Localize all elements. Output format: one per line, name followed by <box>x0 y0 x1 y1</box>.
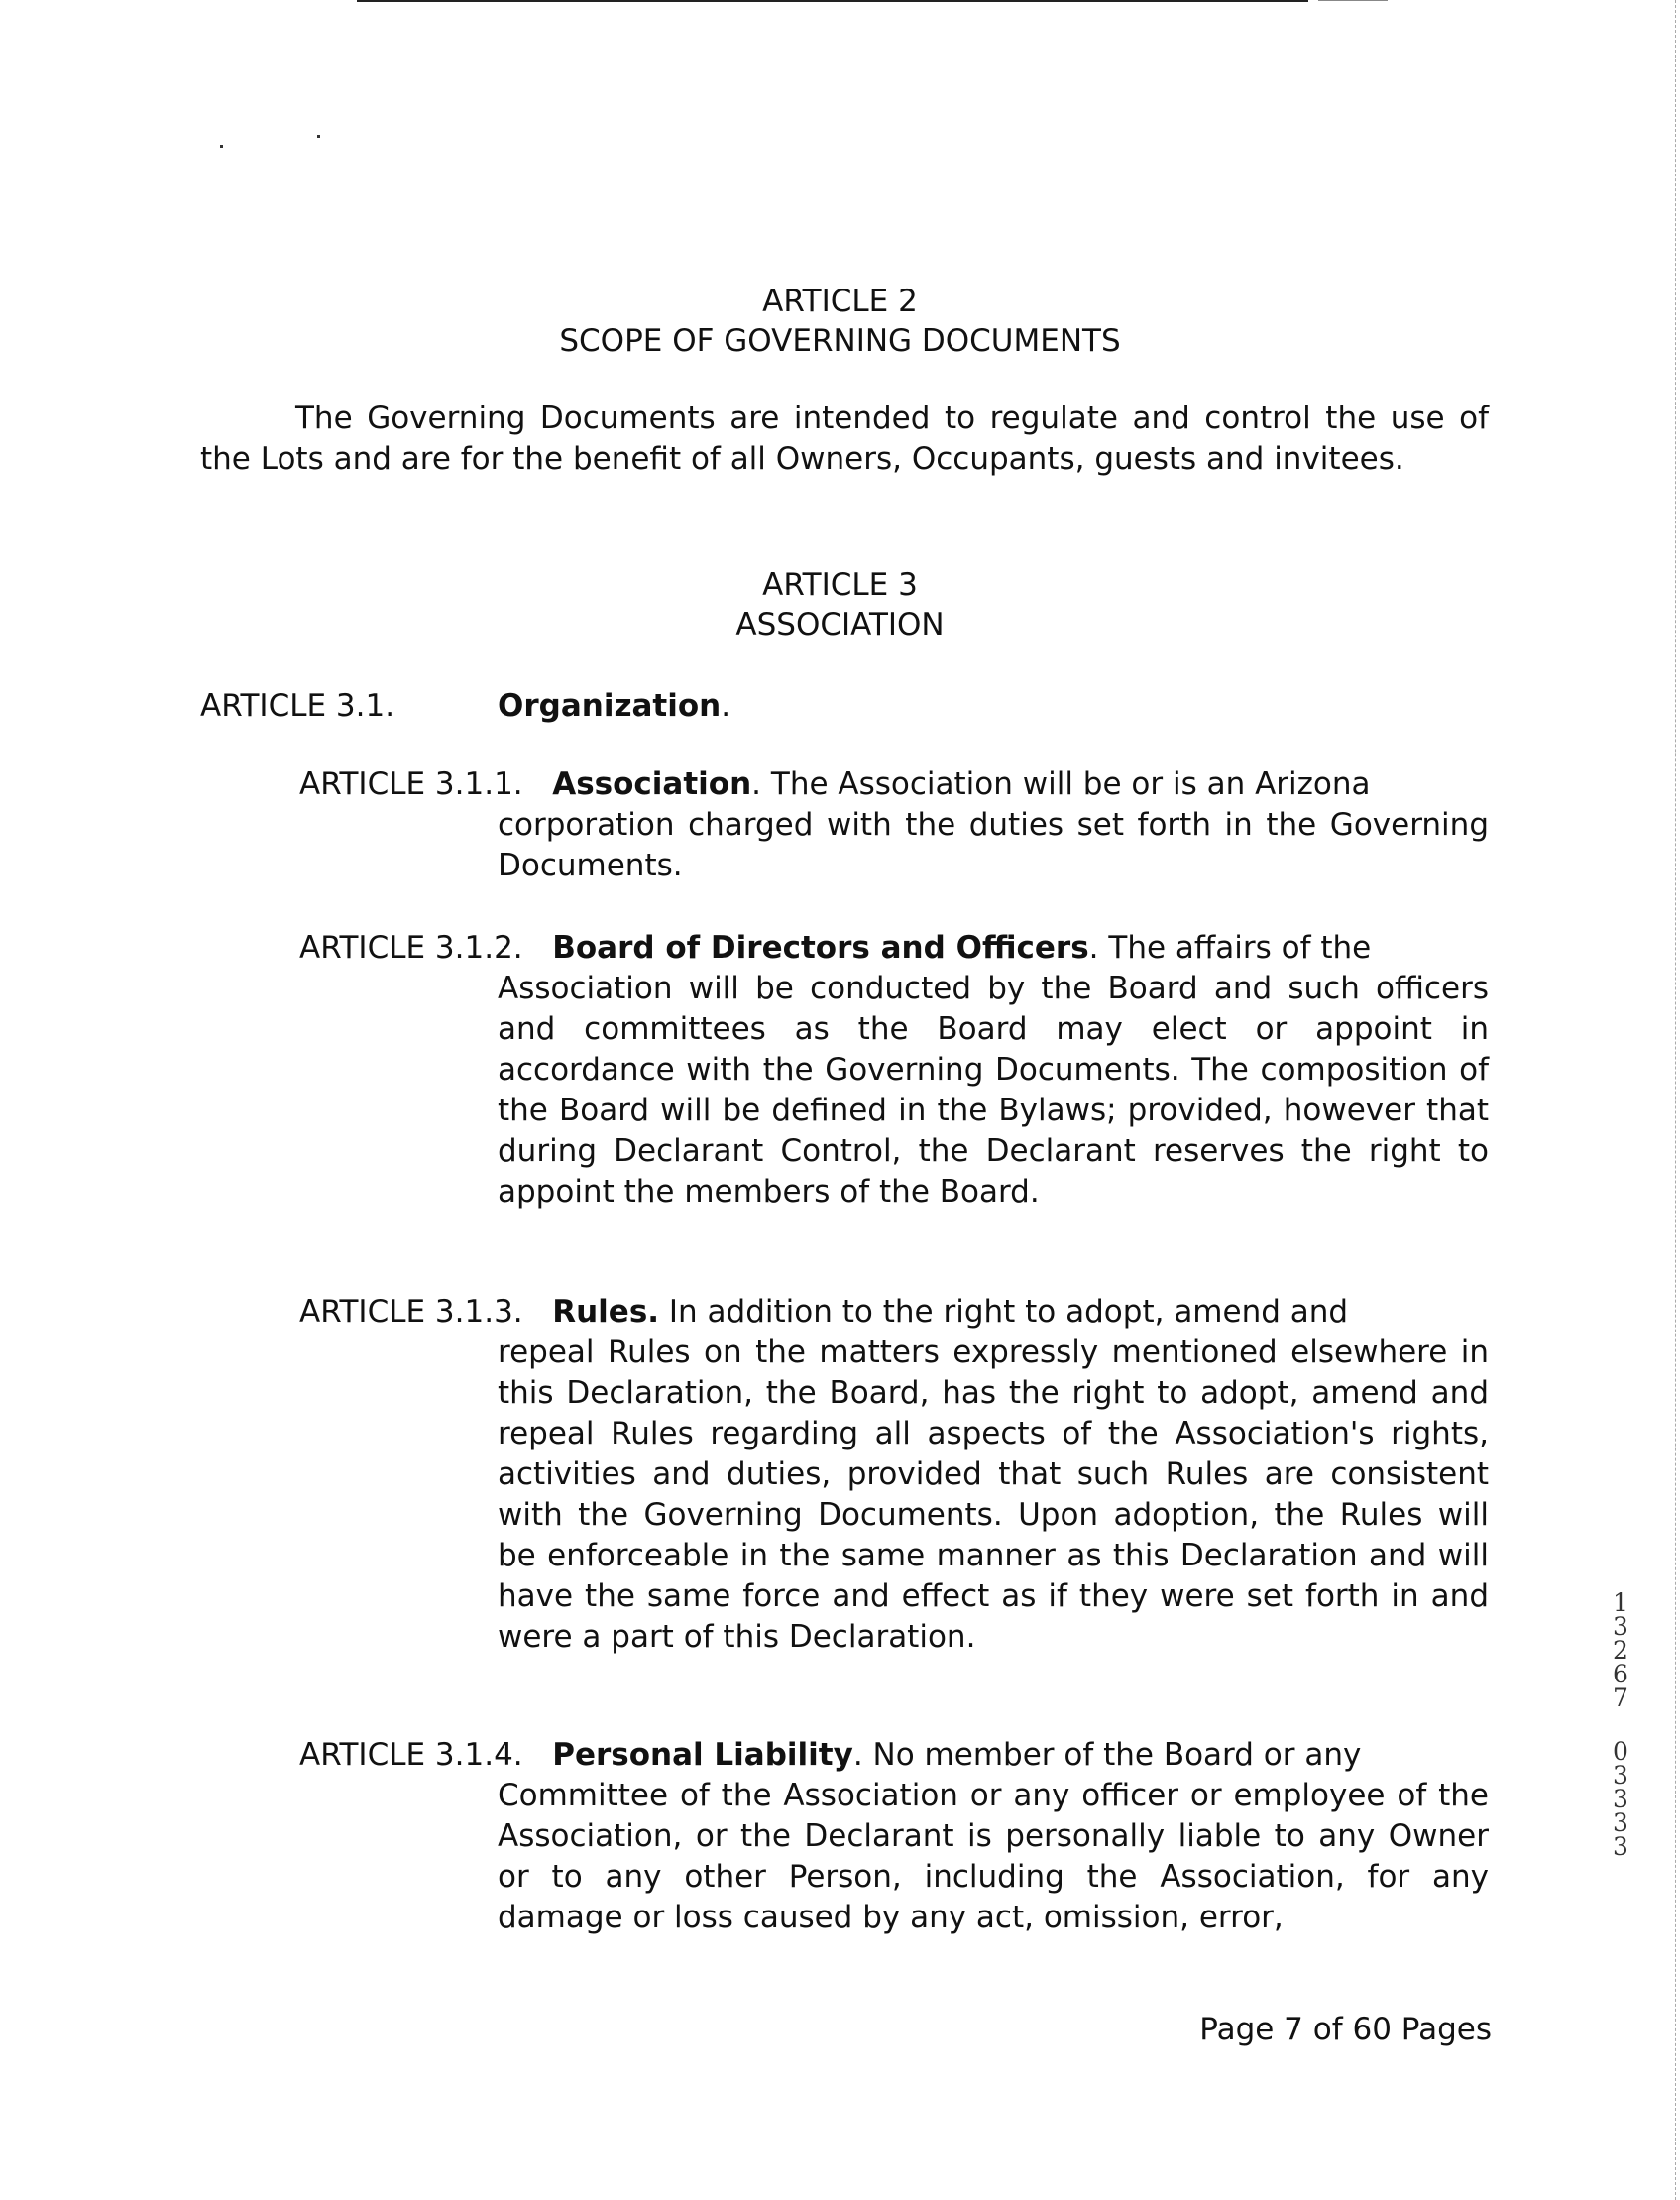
article-3-title: ASSOCIATION <box>735 607 945 642</box>
section-3-1-title: Organization <box>498 688 722 724</box>
article-2-body: The Governing Documents are intended to regulate and control the use of the Lots and are for the benefit of all Owners, Occupants, guests and invitees. <box>200 401 1489 477</box>
scan-speck <box>220 145 223 148</box>
page-number: Page 7 of 60 Pages <box>1199 2012 1492 2047</box>
stamp-digit: 3 <box>1613 1808 1628 1837</box>
stamp-digit: 3 <box>1613 1785 1628 1813</box>
article-3-1-4-line-1 <box>299 1735 1361 1776</box>
stamp-digit: 3 <box>1613 1612 1628 1641</box>
section-3-1-heading <box>498 686 730 727</box>
article-3-1-2-label: ARTICLE 3.1.2. <box>299 930 523 966</box>
stamp-digit: 7 <box>1613 1683 1628 1712</box>
stamp-digit: 6 <box>1613 1660 1628 1688</box>
article-3-1-1-line-1 <box>299 764 1371 805</box>
article-3-1-1-body: corporation charged with the duties set forth in the Governing Documents. <box>498 807 1489 883</box>
article-3-1-3-title: Rules. <box>552 1294 660 1330</box>
article-3-1-4-body: Committee of the Association or any officer or employee of the Association, or the Declarant is personally liable to any Owner or to any other Person, including the Association, for any damage or loss caused by any act, omission, error, <box>498 1778 1489 1935</box>
article-3-1-3-first-line: In addition to the right to adopt, amend and <box>659 1294 1349 1330</box>
recording-stamp <box>1606 1588 1635 1861</box>
article-3-1-2-line-1 <box>299 928 1371 969</box>
article-3-1-1-label: ARTICLE 3.1.1. <box>299 766 523 802</box>
article-3-1-4-first-line: . No member of the Board or any <box>852 1737 1362 1773</box>
section-3-1-label: ARTICLE 3.1. <box>200 688 395 724</box>
article-3-1-2-first-line: . The affairs of the <box>1088 930 1372 966</box>
section-3-1-title-punct: . <box>721 688 731 724</box>
scan-border-top-fragment <box>1318 0 1388 1</box>
article-3-1-3-line-1 <box>299 1292 1348 1332</box>
stamp-digit: 2 <box>1613 1636 1628 1665</box>
article-2-number: ARTICLE 2 <box>762 284 918 319</box>
article-3-1-2-body: Association will be conducted by the Board and such officers and committees as the Board may elect or appoint in accordance with the Governing Documents. The composition of the Board will be defined in the Bylaws; provided, however that during Declarant Control, the Declarant reserves the right to appoint the members of the Board. <box>498 971 1489 1210</box>
stamp-digit: 1 <box>1613 1588 1628 1617</box>
article-3-1-2-title: Board of Directors and Officers <box>552 930 1089 966</box>
stamp-digit: 0 <box>1613 1737 1628 1766</box>
article-2-title: SCOPE OF GOVERNING DOCUMENTS <box>559 323 1121 359</box>
article-3-number: ARTICLE 3 <box>762 567 918 603</box>
article-3-1-3-label: ARTICLE 3.1.3. <box>299 1294 523 1330</box>
article-3-1-4-title: Personal Liability <box>552 1737 853 1773</box>
stamp-digit: 3 <box>1613 1761 1628 1790</box>
article-3-1-4-label: ARTICLE 3.1.4. <box>299 1737 523 1773</box>
article-3-1-1-first-line: . The Association will be or is an Arizona <box>751 766 1371 802</box>
article-3-1-1-title: Association <box>552 766 752 802</box>
stamp-digit: 3 <box>1613 1832 1628 1861</box>
scan-border-top <box>357 0 1308 2</box>
article-3-1-3-body: repeal Rules on the matters expressly mentioned elsewhere in this Declaration, the Board, has the right to adopt, amend and repeal Rules regarding all aspects of the Association's rights, activities and duties, provided that such Rules are consistent with the Governing Documents. Upon adoption, the Rules will be enforceable in the same manner as this Declaration and will have the same force and effect as if they were set forth in and were a part of this Declaration. <box>498 1334 1489 1655</box>
scan-speck <box>317 135 320 138</box>
